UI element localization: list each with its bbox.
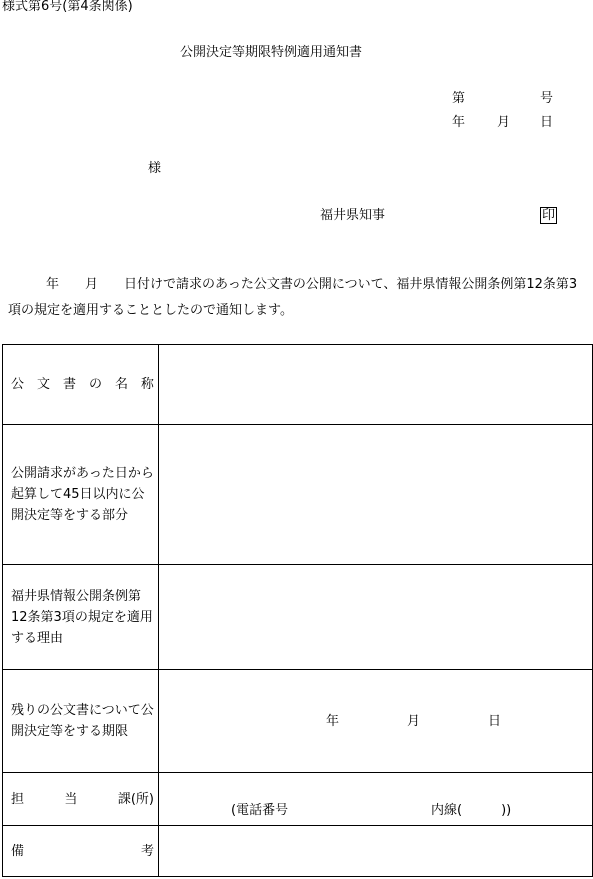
value-deadline[interactable] — [159, 670, 593, 773]
document-title: 公開決定等期限特例適用通知書 — [180, 45, 363, 60]
value-remarks[interactable] — [159, 826, 593, 877]
sender-name: 福井県知事 — [320, 208, 386, 223]
doc-no-prefix: 第 — [452, 91, 466, 106]
label-remarks: 備 考 — [3, 826, 159, 877]
deadline-year: 年 — [326, 714, 340, 729]
date-year: 年 — [452, 115, 466, 130]
row-remarks — [3, 826, 593, 877]
form-number: 様式第6号(第4条関係) — [2, 0, 133, 14]
deadline-month: 月 — [407, 714, 421, 729]
date-day: 日 — [540, 115, 554, 130]
notice-table — [2, 344, 593, 877]
value-reason[interactable] — [159, 565, 593, 670]
date-month: 月 — [497, 115, 511, 130]
phone-number-label: (電話番号 — [231, 803, 289, 818]
seal-mark: 印 — [542, 208, 556, 223]
deadline-day: 日 — [488, 714, 502, 729]
doc-no-suffix: 号 — [540, 91, 554, 106]
value-document-name[interactable] — [159, 345, 593, 425]
label-partial-disclosure: 公開請求があった日から起算して45日以内に公開決定等をする部分 — [3, 425, 159, 565]
label-department: 担 当 課(所) — [3, 773, 159, 826]
addressee-suffix: 様 — [148, 161, 162, 176]
label-reason: 福井県情報公開条例第12条第3項の規定を適用する理由 — [3, 565, 159, 670]
extension-label: 内線( )) — [431, 803, 512, 818]
label-document-name: 公 文 書 の 名 称 — [3, 345, 159, 425]
value-department[interactable] — [159, 773, 593, 826]
body-text: 年 月 日付けで請求のあった公文書の公開について、福井県情報公開条例第12条第3項の規定を適用することとしたので通知します。 — [8, 277, 578, 318]
row-department — [3, 773, 593, 826]
row-document-name — [3, 345, 593, 425]
row-partial-disclosure — [3, 425, 593, 565]
row-reason — [3, 565, 593, 670]
row-deadline — [3, 670, 593, 773]
label-deadline: 残りの公文書について公開決定等をする期限 — [3, 670, 159, 773]
value-partial-disclosure[interactable] — [159, 425, 593, 565]
